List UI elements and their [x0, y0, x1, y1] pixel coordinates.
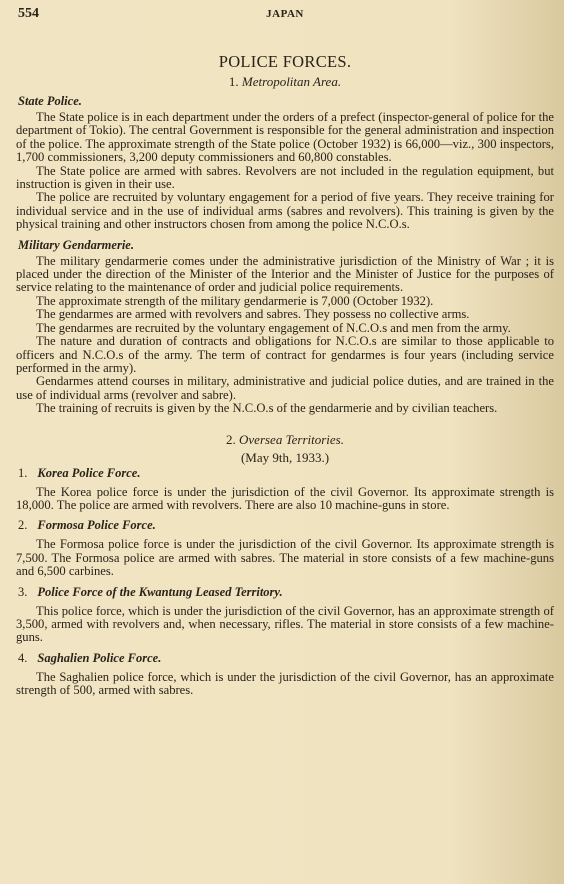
subsection-number: 1.: [18, 465, 28, 480]
page-number: 554: [18, 6, 39, 21]
subsection-title: Saghalien Police Force.: [37, 650, 162, 665]
section-2-heading: [16, 432, 554, 448]
gendarmerie-paragraph: The nature and duration of contracts and obligations for N.C.O.s are similar to those applicable to officers and N.C.O.s of the army. The term of contract for gendarmes is four years (including service performed in the army).: [16, 334, 554, 375]
gendarmerie-paragraph: The training of recruits is given by the N.C.O.s of the gendarmerie and by civilian teachers.: [36, 401, 498, 416]
subsection-paragraph: The Formosa police force is under the jurisdiction of the civil Governor. Its approximate strength is 7,500. The Formosa police are armed with sabres. The material in store consists of a few machine-guns and 6,500 carbines.: [16, 537, 554, 579]
subsection-paragraph: The Saghalien police force, which is under the jurisdiction of the civil Governor, has an approximate strength of 500, armed with sabres.: [16, 669, 554, 698]
gendarmerie-paragraph: The military gendarmerie comes under the administrative jurisdiction of the Ministry of War ; it is placed under the direction of the Minister of the Interior and the Minister of Justice for the purposes of service relating to the maintenance of order and judicial police requirements.: [16, 253, 554, 295]
state-police-paragraph: The State police is in each department under the orders of a prefect (inspector-general of police for the department of Tokio). The central Government is responsible for the general administration and inspection of the police. The approximate strength of the State police (October 1932) is 66,000—viz., 300 inspectors, 1,700 commissioners, 3,200 deputy commissioners and 60,800 constables.: [16, 110, 554, 165]
running-head: JAPAN: [266, 8, 304, 20]
subsection-number: 4.: [18, 650, 28, 665]
section-1-title: Metropolitan Area.: [241, 74, 342, 89]
subsection-number: 3.: [18, 584, 28, 599]
subsection-paragraph: This police force, which is under the jurisdiction of the civil Governor, has an approximate strength of 3,500, armed with revolvers and, when necessary, rifles. The material in store consists of a few machine-guns.: [16, 603, 554, 645]
state-police-paragraph: The State police are armed with sabres. Revolvers are not included in the regulation equipment, but instruction is given in their use.: [16, 163, 554, 192]
state-police-heading: State Police.: [18, 94, 82, 108]
section-2-title: Oversea Territories.: [239, 431, 344, 447]
subsection-heading: [18, 651, 554, 666]
gendarmerie-paragraph: The approximate strength of the military gendarmerie is 7,000 (October 1932).: [36, 293, 434, 308]
subsection-title: Formosa Police Force.: [37, 518, 156, 533]
page-header: [16, 6, 554, 28]
subsection-title: Police Force of the Kwantung Leased Territory.: [37, 584, 283, 599]
gendarmerie-paragraph: The gendarmes are recruited by the voluntary engagement of N.C.O.s and men from the army.: [36, 320, 511, 335]
section-2-date: (May 9th, 1933.): [240, 449, 330, 465]
section-1-number: 1.: [228, 74, 239, 89]
section-2-number: 2.: [226, 431, 236, 447]
section-1-heading: [16, 74, 554, 90]
subsection-paragraph: The Korea police force is under the jurisdiction of the civil Governor. Its approximate strength is 18,000. The police are armed with revolvers. There are also 10 machine-guns in store.: [16, 484, 554, 512]
subsection-heading: [18, 518, 554, 533]
state-police-paragraph: The police are recruited by voluntary engagement for a period of five years. They receive training for individual service and in the use of individual arms (sabres and revolvers). This training is given by the physical training and other instructors chosen from among the police N.C.O.s.: [16, 190, 554, 232]
subsection-heading: [18, 466, 554, 481]
subsection-heading: [18, 585, 554, 600]
subsection-title: Korea Police Force.: [37, 465, 141, 480]
gendarmerie-paragraph: Gendarmes attend courses in military, administrative and judicial police duties, and are trained in the use of individual arms (revolver and sabre).: [16, 374, 554, 402]
page-title: POLICE FORCES.: [218, 52, 352, 71]
subsection-number: 2.: [18, 518, 28, 533]
gendarmerie-paragraph: The gendarmes are armed with revolvers and sabres. They possess no collective arms.: [36, 307, 470, 322]
military-gendarmerie-heading: Military Gendarmerie.: [18, 237, 134, 252]
